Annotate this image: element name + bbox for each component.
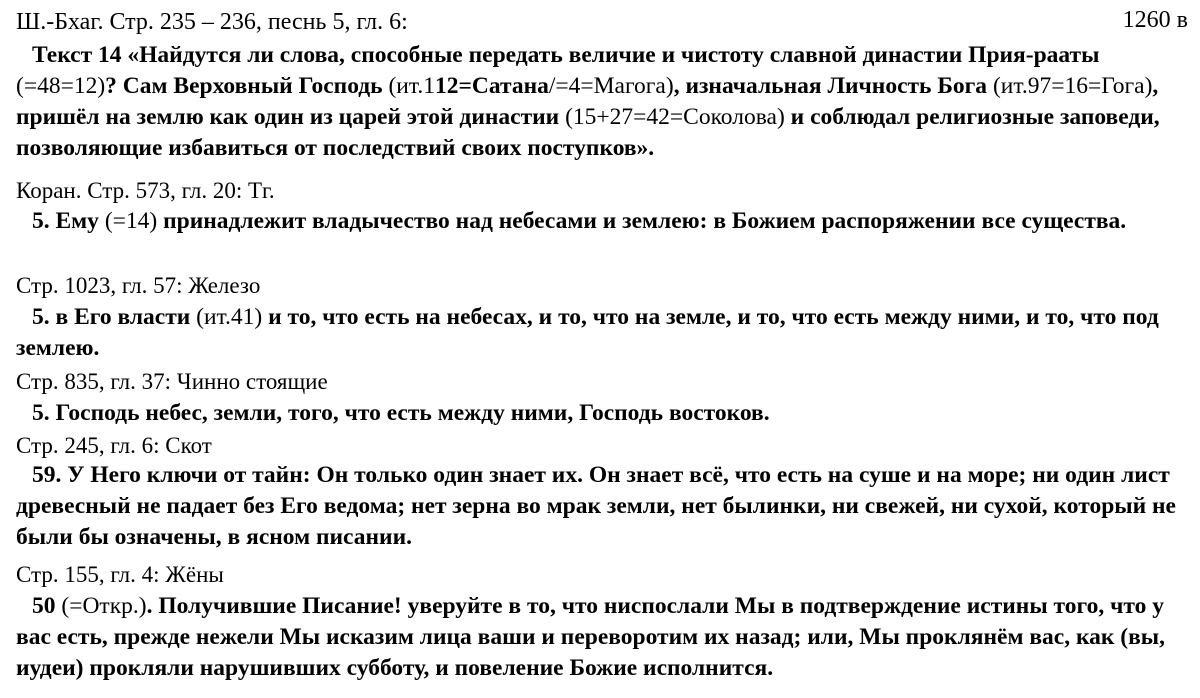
verse-women-50-note: (=Откр.) xyxy=(55,593,147,619)
text-14-note-4: (ит.97=16=Гога) xyxy=(987,73,1153,99)
text-14-bold-1: Текст 14 «Найдутся ли слова, способные передать величие и чистоту славной династии Прия-рааты xyxy=(32,42,1100,68)
text-14-bold-2: ? Сам Верховный Господь xyxy=(105,73,383,99)
text-14-bold-6: и соблюдал религиозные заповеди, позволяющие избавиться от последствий своих поступков». xyxy=(16,104,1160,161)
text-14-note-1: (=48=12) xyxy=(16,73,106,99)
page-number: 1260 в xyxy=(1122,7,1188,33)
verse-iron-5 xyxy=(16,302,1188,364)
text-14-note-3: /=4=Магога) xyxy=(548,73,674,99)
text-14-note-5: (15+27=42=Соколова) xyxy=(559,104,785,130)
text-14-note-2: (ит.1 xyxy=(382,73,435,99)
verse-iron-5-bold-1: 5. в Его власти xyxy=(32,304,191,330)
text-14-paragraph xyxy=(16,40,1188,164)
verse-tg-5-bold-1: 5. Ему xyxy=(32,208,99,234)
verse-iron-5-bold-2: и то, что есть на небесах, и то, что на земле, и то, что есть между ними, и то, что под землею. xyxy=(16,304,1159,361)
source-iron: Стр. 1023, гл. 57: Железо xyxy=(16,273,261,298)
text-14-bold-4: , изначальная Личность Бога xyxy=(673,73,988,99)
text-14-bold-3: 12=Сатана xyxy=(435,73,549,99)
text-14-bold-5: , пришёл на землю как один из царей этой династии xyxy=(16,73,1159,130)
source-header: Ш.-Бхаг. Стр. 235 – 236, песнь 5, гл. 6: xyxy=(16,9,408,35)
verse-cattle-59: 59. У Него ключи от тайн: Он только один знает их. Он знает всё, что есть на суше и на море; ни один лист древесный не падает без Его ведома; нет зерна во мрак земли, нет былинки, ни свежей, ни сухой, который не были бы означены, в ясном писании. xyxy=(16,462,1176,550)
source-koran: Коран. Стр. 573, гл. 20: Тг. xyxy=(16,178,275,203)
verse-women-50 xyxy=(16,591,1188,684)
verse-tg-5-note: (=14) xyxy=(98,208,158,234)
verse-tg-5-bold-2: принадлежит владычество над небесами и землею: в Божием распоряжении все существа. xyxy=(157,208,1127,234)
source-women: Стр. 155, гл. 4: Жёны xyxy=(16,562,224,587)
verse-iron-5-note: (ит.41) xyxy=(190,304,263,330)
source-cattle: Стр. 245, гл. 6: Скот xyxy=(16,433,212,458)
verse-standing-5: 5. Господь небес, земли, того, что есть между ними, Господь востоков. xyxy=(32,400,770,426)
source-standing: Стр. 835, гл. 37: Чинно стоящие xyxy=(16,369,328,394)
verse-tg-5 xyxy=(16,206,1188,237)
verse-women-50-bold-2: . Получившие Писание! уверуйте в то, что ниспослали Мы в подтверждение истины того, что у вас есть, прежде нежели Мы исказим лица ваши и переворотим их назад; или, Мы проклянём вас, как (вы, иудеи) прокляли нарушивших субботу, и повеление Божие исполнится. xyxy=(16,593,1166,681)
verse-women-50-bold-1: 50 xyxy=(32,593,56,619)
